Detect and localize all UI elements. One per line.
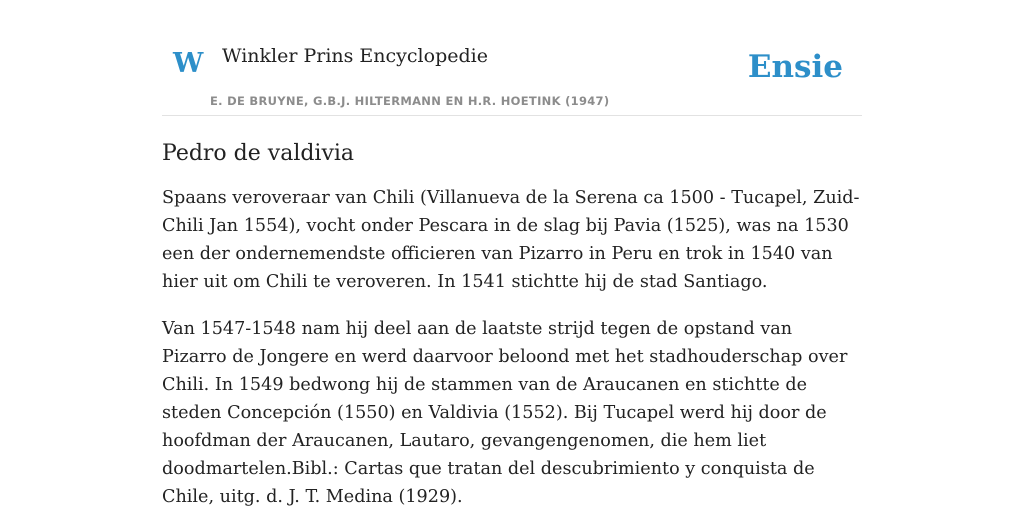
article-paragraph: Spaans veroveraar van Chili (Villanueva de la Serena ca 1500 - Tucapel, Zuid-Chili Jan 1554), vocht onder Pescara in de slag bij Pavia (1525), was na 1530 een der ondernemendste officieren van Pizarro in Peru en trok in 1540 van hier uit om Chili te veroveren. In 1541 stichtte hij de stad Santiago. (162, 188, 860, 292)
book-title[interactable]: Winkler Prins Encyclopedie (222, 45, 488, 67)
book-authors: E. DE BRUYNE, G.B.J. HILTERMANN EN H.R. HOETINK (1947) (210, 94, 610, 108)
winkler-prins-logo[interactable]: W (173, 48, 204, 79)
article-title: Pedro de valdivia (162, 141, 355, 166)
ensie-logo[interactable]: Ensie (747, 49, 843, 85)
article (162, 136, 862, 512)
header (162, 0, 862, 116)
article-paragraph: Van 1547-1548 nam hij deel aan de laatste strijd tegen de opstand van Pizarro de Jongere en werd daarvoor beloond met het stadhouderschap over Chili. In 1549 bedwong hij de stammen van de Araucanen en stichtte de steden Concepción (1550) en Valdivia (1552). Bij Tucapel werd hij door de hoofdman der Araucanen, Lautaro, gevangengenomen, die hem liet doodmartelen.Bibl.: Cartas que tratan del descubrimiento y conquista de Chile, uitg. d. J. T. Medina (1929). (162, 319, 848, 507)
